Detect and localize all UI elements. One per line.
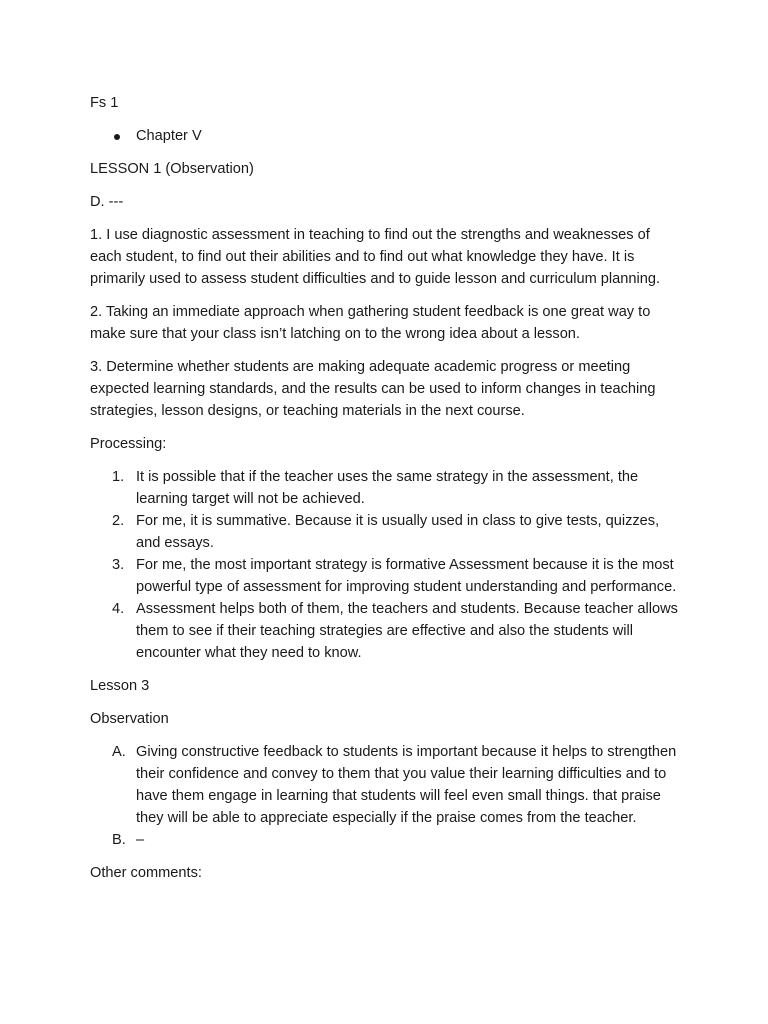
list-item-text: – — [136, 832, 145, 848]
list-item — [90, 598, 680, 664]
bullet-list — [90, 125, 680, 147]
lesson3-heading: Lesson 3 — [90, 678, 150, 694]
list-marker: A. — [112, 744, 126, 760]
paragraph-3: 3. Determine whether students are making adequate academic progress or meeting expected learning standards, and the results can be used to inform changes in teaching strategies, lesson designs, or teaching materials in the next course. — [90, 359, 656, 419]
list-item — [90, 741, 680, 829]
document-body — [90, 92, 680, 895]
processing-heading: Processing: — [90, 436, 167, 452]
observation-heading: Observation — [90, 711, 169, 727]
bullet-item-text: Chapter V — [136, 128, 202, 144]
observation-list — [90, 741, 680, 851]
list-item-text: For me, it is summative. Because it is usually used in class to give tests, quizzes, and essays. — [136, 513, 660, 551]
list-item — [90, 554, 680, 598]
list-marker: B. — [112, 832, 126, 848]
paragraph-1: 1. I use diagnostic assessment in teaching to find out the strengths and weaknesses of each student, to find out their abilities and to find out what knowledge they have. It is primarily used to assess student difficulties and to guide lesson and curriculum planning. — [90, 227, 661, 287]
list-item-text: Giving constructive feedback to students is important because it helps to strengthen their confidence and convey to them that you value their learning difficulties and to have them engage in learning that students will feel even small things. that praise they will be able to appreciate especially if the praise comes from the teacher. — [136, 744, 677, 826]
list-marker: 3. — [112, 557, 125, 573]
list-marker: 1. — [112, 469, 125, 485]
document-title: Fs 1 — [90, 95, 119, 111]
d-label: D. --- — [90, 194, 124, 210]
list-item — [90, 829, 680, 851]
list-marker: 4. — [112, 601, 125, 617]
bullet-item — [90, 125, 680, 147]
list-item — [90, 510, 680, 554]
other-comments-heading: Other comments: — [90, 865, 202, 881]
processing-list — [90, 466, 680, 664]
lesson1-heading: LESSON 1 (Observation) — [90, 161, 254, 177]
list-item-text: It is possible that if the teacher uses the same strategy in the assessment, the learning target will not be achieved. — [136, 469, 639, 507]
list-item — [90, 466, 680, 510]
list-item-text: Assessment helps both of them, the teachers and students. Because teacher allows them to see if their teaching strategies are effective and also the students will encounter what they need to know. — [136, 601, 678, 661]
list-marker: 2. — [112, 513, 125, 529]
paragraph-2: 2. Taking an immediate approach when gathering student feedback is one great way to make sure that your class isn’t latching on to the wrong idea about a lesson. — [90, 304, 651, 342]
bullet-dot-icon — [114, 134, 120, 140]
list-item-text: For me, the most important strategy is formative Assessment because it is the most powerful type of assessment for improving student understanding and performance. — [136, 557, 677, 595]
